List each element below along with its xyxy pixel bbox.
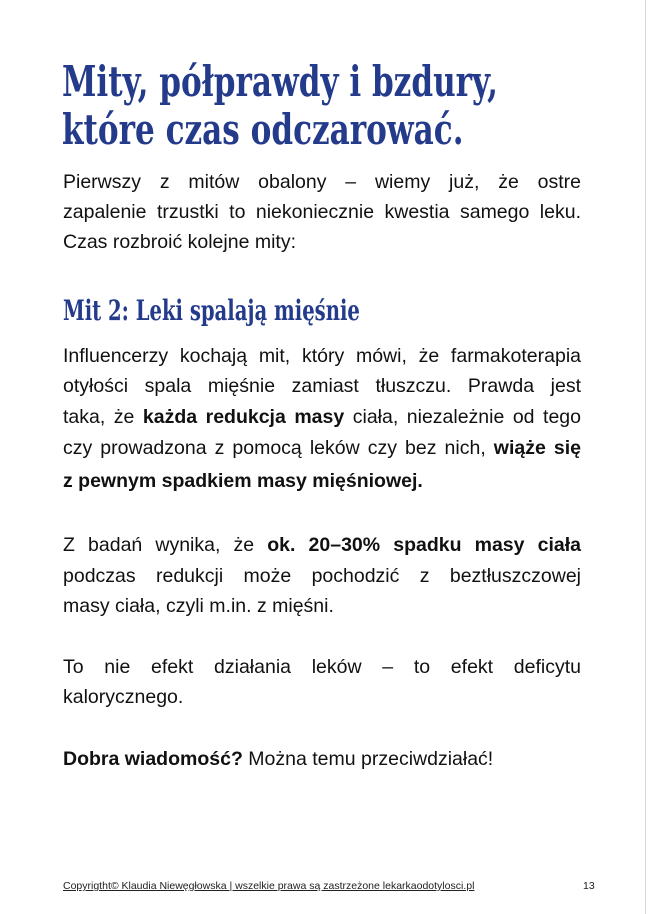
bold-text: Dobra wiadomość?: [63, 748, 243, 770]
bold-text: ok. 20–30% spadku masy ciała: [267, 534, 581, 556]
page-edge: [645, 0, 646, 914]
bold-text: każda redukcja masy: [142, 406, 345, 428]
page-title-line-2: które czas odczarować.: [62, 105, 464, 154]
paragraph-line: otyłości spala mięśnie zamiast tłuszczu. Prawda jest: [63, 375, 581, 397]
paragraph-line: To nie efekt działania leków – to efekt deficytu: [63, 656, 581, 678]
bold-text: z pewnym spadkiem masy mięśniowej.: [63, 470, 423, 492]
paragraph-line: [63, 746, 581, 772]
text: czy prowadzona z pomocą leków czy bez nich,: [63, 437, 494, 459]
paragraph-line: podczas redukcji może pochodzić z beztłuszczowej: [63, 565, 581, 587]
footer-copyright-link[interactable]: Copyrigtht© Klaudia Niewęgłowska | wszelkie prawa są zastrzeżone lekarkaodotylosci.pl: [63, 880, 475, 892]
section-heading: Mit 2: Leki spalają mięśnie: [63, 294, 360, 327]
paragraph-line: [63, 435, 581, 461]
paragraph-line: masy ciała, czyli m.in. z mięśni.: [63, 595, 334, 617]
bold-text: wiąże się: [493, 437, 581, 459]
paragraph-line: kalorycznego.: [63, 686, 184, 708]
intro-line: Czas rozbroić kolejne mity:: [63, 231, 296, 253]
text: Z badań wynika, że: [63, 534, 268, 556]
page-title-line-1: Mity, półprawdy i bzdury,: [62, 57, 498, 106]
text: Można temu przeciwdziałać!: [242, 748, 494, 770]
text: taka, że: [63, 406, 143, 428]
paragraph-line: Influencerzy kochają mit, który mówi, że farmakoterapia: [63, 345, 581, 367]
text: ciała, niezależnie od tego: [344, 406, 581, 428]
paragraph-line: [63, 404, 581, 430]
intro-line: Pierwszy z mitów obalony – wiemy już, że ostre: [63, 171, 581, 193]
paragraph-line: [63, 468, 581, 494]
page-number: 13: [583, 880, 595, 892]
paragraph-line: [63, 532, 581, 558]
intro-line: zapalenie trzustki to niekoniecznie kwestia samego leku.: [63, 201, 581, 223]
